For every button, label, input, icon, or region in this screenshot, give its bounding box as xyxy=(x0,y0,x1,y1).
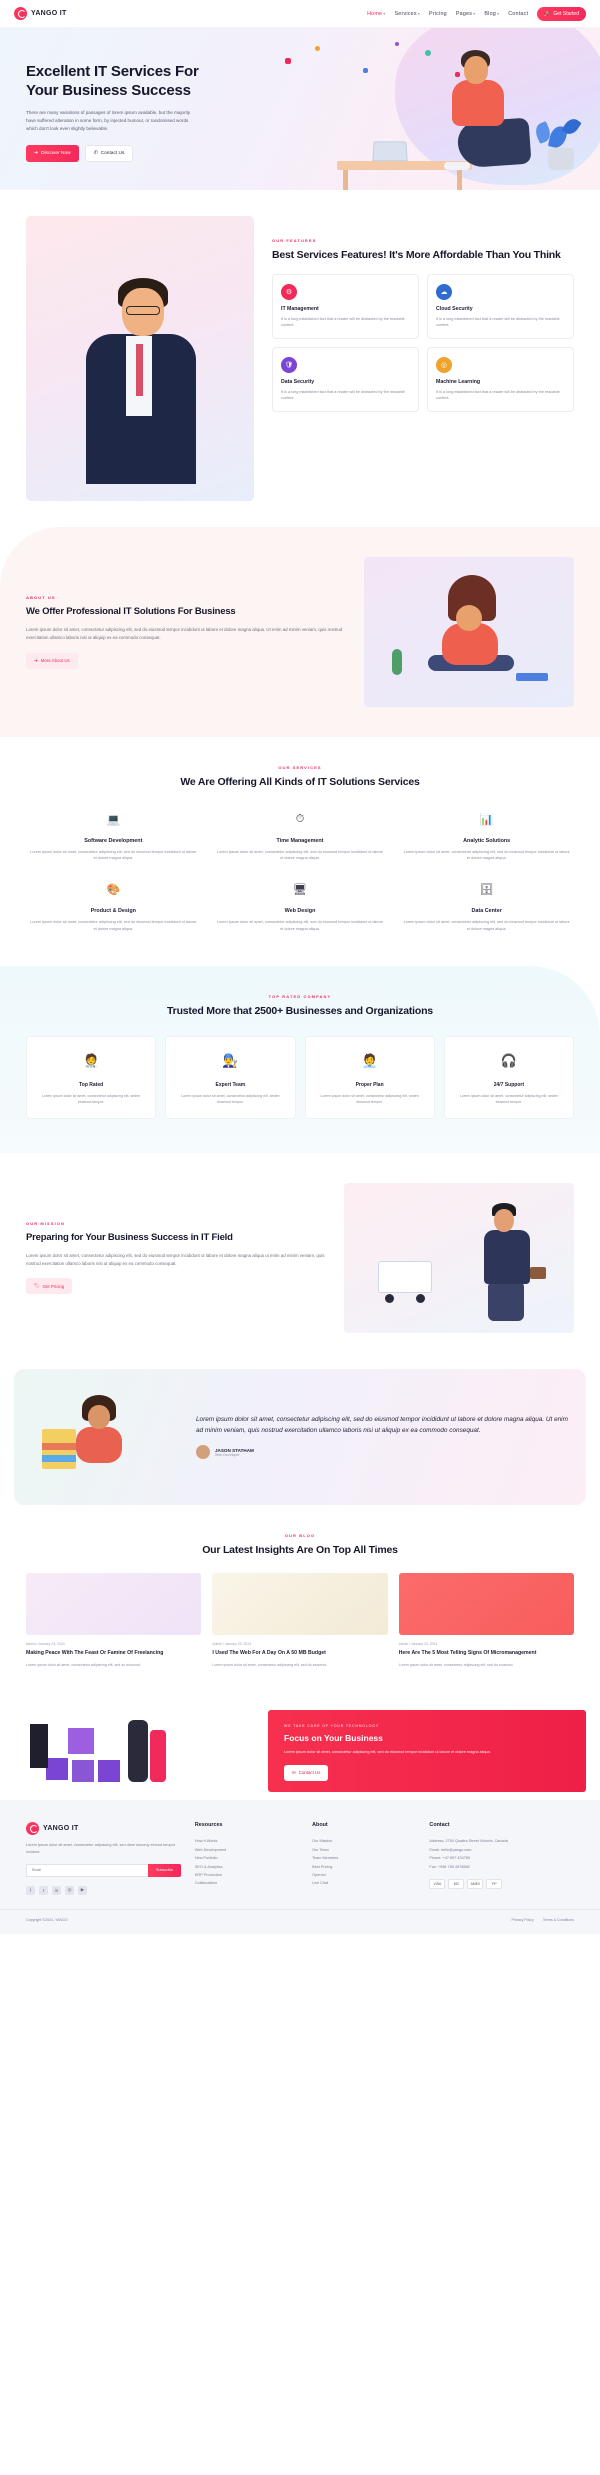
footer-address: Address: 2750 Quadra Street Victoria, Canada xyxy=(429,1839,508,1844)
arrow-right-icon: ➜ xyxy=(34,657,38,663)
testimonial-section xyxy=(14,1369,586,1505)
services-section xyxy=(0,737,600,966)
trust-card[interactable] xyxy=(26,1036,156,1119)
nav-item-services[interactable]: Services▾ xyxy=(394,10,420,17)
cta-paragraph: Lorem ipsum dolor sit amet, consectetur adipiscing elit, sed do eiusmod tempor incididunt ut labore et dolore magna aliqua. xyxy=(284,1750,491,1755)
instagram-icon[interactable]: ◎ xyxy=(65,1886,74,1895)
service-text: Lorem ipsum dolor sit amet, consectetur adipiscing elit, sed do eiusmod tempor incididunt ut labore et dolore magna aliqua. xyxy=(403,920,570,931)
service-title: Data Center xyxy=(471,908,502,915)
service-item[interactable] xyxy=(213,877,388,931)
features-section xyxy=(0,190,600,527)
services-title: We Are Offering All Kinds of IT Solutions Services xyxy=(180,776,420,788)
shield-icon: 🛡 xyxy=(281,357,297,373)
footer-brand-name: YANGO IT xyxy=(43,1825,79,1833)
footer-link[interactable]: Team Members xyxy=(312,1856,339,1861)
trusted-section xyxy=(0,966,600,1153)
youtube-icon[interactable]: ▶ xyxy=(78,1886,87,1895)
feature-title: Data Security xyxy=(281,378,315,385)
feature-card[interactable] xyxy=(427,347,574,412)
feature-title: IT Management xyxy=(281,306,319,312)
feature-text: It is a long established fact that a reader will be distracted by the readable content. xyxy=(436,389,560,401)
features-title: Best Services Features! It's More Affordable Than You Think xyxy=(272,249,561,261)
cta-illustration xyxy=(10,1704,270,1800)
y-logo-icon xyxy=(26,1822,39,1835)
chart-icon: 📊 xyxy=(479,813,494,826)
main-nav xyxy=(367,7,586,21)
footer-link[interactable]: SEO & Analytics xyxy=(194,1864,223,1869)
chip-icon: ◎ xyxy=(436,357,452,373)
preparing-eyebrow: OUR MISSION xyxy=(26,1221,65,1227)
trust-title: 24/7 Support xyxy=(493,1081,525,1088)
preparing-paragraph: Lorem ipsum dolor sit amet, consectetur adipiscing elit, sed do eiusmod tempor incididunt ut labore et dolore magna aliqua ut enim ad minim veniam, quis nostrud exercitation ullamco laboris nisi ut aliquip ex ea commodo consequat. xyxy=(26,1253,325,1266)
team-icon: 👨‍🔧 xyxy=(222,1052,239,1068)
footer-link[interactable]: ERP Production xyxy=(194,1873,222,1878)
arrow-right-icon: ➜ xyxy=(34,151,39,156)
phone-icon: ✆ xyxy=(93,151,98,156)
service-item[interactable] xyxy=(26,877,201,931)
features-eyebrow: OUR FEATURES xyxy=(272,238,317,243)
chevron-down-icon: ▾ xyxy=(496,10,500,16)
service-item[interactable] xyxy=(399,877,574,931)
envelope-icon: ✉ xyxy=(292,1769,296,1775)
support-icon: 🎧 xyxy=(500,1052,517,1068)
trusted-eyebrow: TOP RATED COMPANY xyxy=(268,993,332,999)
service-title: Software Development xyxy=(84,838,143,844)
service-title: Web Design xyxy=(284,908,316,915)
trust-card[interactable] xyxy=(444,1036,574,1119)
browser-icon: 🖥 xyxy=(293,883,307,896)
facebook-icon[interactable]: f xyxy=(26,1886,35,1895)
plan-icon: 🧑‍💼 xyxy=(361,1052,378,1068)
contact-us-button[interactable]: ✆ Contact Us xyxy=(85,145,134,162)
trust-title: Expert Team xyxy=(215,1081,246,1088)
service-item[interactable] xyxy=(26,807,201,861)
code-icon: 💻 xyxy=(106,813,121,826)
blog-post-title[interactable]: I Used The Web For A Day On A 50 MB Budget xyxy=(212,1649,326,1656)
y-logo-icon xyxy=(14,7,27,20)
hero-paragraph: There are many variations of passages of lorem ipsum available, but the majority have suffered alteration in some form, by injected humour, or randomised words which don't look even slightly believable. xyxy=(26,110,191,131)
cta-banner-section xyxy=(0,1704,600,1800)
footer-about-heading: About xyxy=(312,1822,328,1829)
feature-card[interactable] xyxy=(272,347,419,412)
footer-link[interactable]: Our Mission xyxy=(312,1839,333,1844)
trust-title: Top Rated xyxy=(79,1081,104,1088)
footer-fax: Fax: +998 789 4578966 xyxy=(429,1864,470,1869)
about-eyebrow: ABOUT US xyxy=(26,595,56,601)
avatar xyxy=(196,1445,210,1459)
preparing-illustration xyxy=(344,1183,574,1333)
doctor-icon: 🧑‍⚕ xyxy=(83,1052,100,1068)
tag-icon: 🏷 xyxy=(34,1283,40,1289)
footer-email[interactable]: Email: hello@yango.com xyxy=(429,1847,472,1852)
service-text: Lorem ipsum dolor sit amet, consectetur adipiscing elit, sed do eiusmod tempor incididunt ut labore et dolore magna aliqua. xyxy=(216,850,384,861)
get-pricing-button[interactable]: 🏷 Get Pricing xyxy=(26,1278,72,1294)
service-title: Analytic Solutions xyxy=(463,838,511,844)
palette-icon: 🎨 xyxy=(106,883,121,896)
footer-link[interactable]: New Portfolio xyxy=(194,1856,218,1861)
paypal-icon: PP xyxy=(486,1879,502,1889)
footer-link[interactable]: Collaboration xyxy=(194,1881,218,1886)
nav-item-pages[interactable]: Pages▾ xyxy=(455,10,476,17)
hero-section xyxy=(0,28,600,190)
footer-link[interactable]: How It Works xyxy=(194,1839,218,1844)
chevron-down-icon: ▾ xyxy=(473,10,476,16)
trust-text: Lorem ipsum dolor sit amet, consectetur adipiscing elit, seden eiusmod tempor. xyxy=(459,1093,559,1104)
feature-text: It is a long established fact that a reader will be distracted by the readable content. xyxy=(281,389,405,401)
service-text: Lorem ipsum dolor sit amet, consectetur adipiscing elit, sed do eiusmod tempor incididunt ut labore et dolore magna aliqua. xyxy=(216,920,384,931)
blog-thumbnail xyxy=(26,1573,201,1635)
service-title: Time Management xyxy=(276,838,324,844)
footer-phone[interactable]: Phone: +47 897 434789 xyxy=(429,1856,471,1861)
blog-excerpt: Lorem ipsum dolor sit amet, consectetur adipiscing elit, sed do eiusmod. xyxy=(212,1663,328,1668)
nav-item-home[interactable]: Home▾ xyxy=(367,10,386,17)
get-started-button[interactable]: 🚀 Get Started xyxy=(537,7,586,21)
footer-contact-heading: Contact xyxy=(429,1822,450,1829)
footer-about-text: Lorem ipsum dolor sit amet, consectetur adipiscing elit, sed diam nonumy eirmod tempor invidunt. xyxy=(26,1843,175,1854)
footer-brand-logo[interactable] xyxy=(26,1822,181,1835)
discover-now-button[interactable]: ➜ Discover Now xyxy=(26,145,79,162)
cta-box xyxy=(268,1710,586,1792)
footer-link[interactable]: Web Development xyxy=(194,1847,227,1852)
feature-title: Machine Learning xyxy=(436,378,481,385)
nav-item-pricing[interactable]: Pricing xyxy=(428,10,447,17)
service-text: Lorem ipsum dolor sit amet, consectetur adipiscing elit, sed do eiusmod tempor incididunt ut labore et dolore magna aliqua. xyxy=(30,850,197,861)
blog-meta: Admin / January 23, 2024 xyxy=(212,1641,251,1646)
feature-text: It is a long established fact that a reader will be distracted by the readable content. xyxy=(436,317,560,328)
cta-contact-button[interactable]: ✉ Contact Us xyxy=(284,1765,328,1781)
features-illustration xyxy=(26,216,254,501)
services-eyebrow: OUR SERVICES xyxy=(278,765,322,770)
blog-excerpt: Lorem ipsum dolor sit amet, consectetur adipiscing elit, sed do eiusmod. xyxy=(26,1663,141,1668)
site-footer xyxy=(0,1800,600,1908)
nav-item-contact[interactable]: Contact xyxy=(508,10,529,17)
blog-thumbnail xyxy=(399,1573,574,1635)
rocket-icon: 🚀 xyxy=(544,10,551,17)
feature-title: Cloud Security xyxy=(436,306,473,312)
testimonial-quote: Lorem ipsum dolor sit amet, consectetur adipiscing elit, sed do eiusmod tempor incididunt ut labore et dolore magna aliqua. Ut enim ad minim veniam, quis nostrud exercitation ullamco laboris nisi ut aliquip ex ea commodo consequat. xyxy=(196,1416,568,1435)
chevron-down-icon: ▾ xyxy=(417,10,420,16)
footer-resources-column xyxy=(195,1822,298,1894)
about-title: We Offer Professional IT Solutions For Business xyxy=(26,606,236,618)
blog-post-title[interactable]: Making Peace With The Feast Or Famine Of Freelancing xyxy=(26,1649,164,1656)
linkedin-icon[interactable]: in xyxy=(52,1886,61,1895)
blog-title: Our Latest Insights Are On Top All Times xyxy=(202,1543,398,1556)
cta-title: Focus on Your Business xyxy=(284,1733,383,1744)
brand-name: YANGO IT xyxy=(31,10,67,17)
visa-icon: VISA xyxy=(429,1879,445,1889)
chevron-down-icon: ▾ xyxy=(383,10,386,16)
trust-card[interactable] xyxy=(165,1036,295,1119)
privacy-policy-link[interactable]: Privacy Policy xyxy=(511,1917,534,1922)
mastercard-icon: MC xyxy=(448,1879,464,1889)
cloud-icon: ☁ xyxy=(436,284,452,300)
preparing-title: Preparing for Your Business Success in IT Field xyxy=(26,1232,233,1244)
clock-icon: ⏱ xyxy=(295,812,305,825)
trust-text: Lorem ipsum dolor sit amet, consectetur adipiscing elit, seden eiusmod tempor. xyxy=(41,1093,141,1104)
hero-title: Excellent IT Services For Your Business Success xyxy=(26,63,199,99)
feature-text: It is a long established fact that a reader will be distracted by the readable content. xyxy=(281,317,405,328)
feature-card[interactable] xyxy=(272,274,419,339)
footer-contact-column xyxy=(429,1822,574,1894)
testimonial-role: Web Developer xyxy=(215,1452,240,1457)
about-section xyxy=(0,527,600,737)
cta-eyebrow: WE TAKE CARE OF YOUR TECHNOLOGY xyxy=(284,1724,380,1729)
blog-post-title[interactable]: Here Are The 5 Most Telling Signs Of Micromanagement xyxy=(398,1649,537,1656)
footer-link[interactable]: Live Chat xyxy=(312,1881,329,1886)
brand-logo[interactable] xyxy=(14,7,67,20)
trusted-title: Trusted More that 2500+ Businesses and Organizations xyxy=(167,1004,433,1017)
terms-conditions-link[interactable]: Terms & Conditions xyxy=(542,1917,574,1922)
testimonial-illustration xyxy=(32,1389,182,1485)
site-header xyxy=(0,0,600,28)
blog-post-card[interactable] xyxy=(399,1573,574,1669)
preparing-section xyxy=(0,1153,600,1363)
testimonial-author: JASON STATHAM xyxy=(215,1447,254,1453)
server-icon: 🗄 xyxy=(479,883,494,896)
footer-about-column xyxy=(312,1822,415,1894)
service-item[interactable] xyxy=(213,807,388,861)
nav-item-blog[interactable]: Blog▾ xyxy=(484,10,500,17)
service-title: Product & Design xyxy=(90,908,136,915)
blog-post-card[interactable] xyxy=(26,1573,201,1669)
subscribe-button[interactable]: Subscribe xyxy=(148,1864,181,1877)
blog-eyebrow: OUR BLOG xyxy=(284,1532,316,1538)
about-illustration xyxy=(364,557,574,707)
service-text: Lorem ipsum dolor sit amet, consectetur adipiscing elit, sed do eiusmod tempor incididunt ut labore et dolore magna aliqua. xyxy=(30,920,197,931)
trust-text: Lorem ipsum dolor sit amet, consectetur adipiscing elit, seden eiusmod tempor. xyxy=(181,1093,280,1104)
gear-icon: ⚙ xyxy=(281,284,297,300)
service-text: Lorem ipsum dolor sit amet, consectetur adipiscing elit, sed do eiusmod tempor incididunt ut labore et dolore magna aliqua. xyxy=(403,850,570,861)
blog-meta: Admin / January 23, 2024 xyxy=(26,1641,65,1646)
trust-text: Lorem ipsum dolor sit amet, consectetur adipiscing elit, seden eiusmod tempor. xyxy=(320,1093,419,1104)
newsletter-email-input[interactable] xyxy=(26,1864,148,1877)
copyright-text: Copyright ©2024, YANGO xyxy=(26,1917,68,1922)
hero-illustration xyxy=(245,28,600,190)
blog-meta: Admin / January 23, 2024 xyxy=(398,1641,438,1646)
footer-link[interactable]: Best Pricing xyxy=(312,1864,333,1869)
service-item[interactable] xyxy=(399,807,574,861)
about-paragraph: Lorem ipsum dolor sit amet, consectetur adipiscing elit, sed do eiusmod tempor incididunt ut labore et dolore magna aliqua. Ut enim ad minim veniam, quis nostrud exercitation ullamco laboris nisi ut aliquip ex ea commodo consequat. xyxy=(26,627,343,640)
trust-card[interactable] xyxy=(305,1036,435,1119)
blog-thumbnail xyxy=(212,1573,387,1635)
more-about-us-button[interactable]: ➜ More About Us xyxy=(26,653,78,669)
blog-excerpt: Lorem ipsum dolor sit amet, consectetur adipiscing elit, sed do eiusmod. xyxy=(398,1663,514,1668)
trust-title: Proper Plan xyxy=(355,1081,384,1088)
footer-link[interactable]: Our Team xyxy=(312,1847,329,1852)
amex-icon: AMEX xyxy=(467,1879,483,1889)
footer-bottom-bar xyxy=(0,1909,600,1934)
feature-card[interactable] xyxy=(427,274,574,339)
twitter-icon[interactable]: t xyxy=(39,1886,48,1895)
blog-post-card[interactable] xyxy=(212,1573,387,1669)
footer-link[interactable]: Opened xyxy=(312,1873,326,1878)
blog-section xyxy=(0,1505,600,1699)
footer-resources-heading: Resources xyxy=(194,1822,223,1829)
